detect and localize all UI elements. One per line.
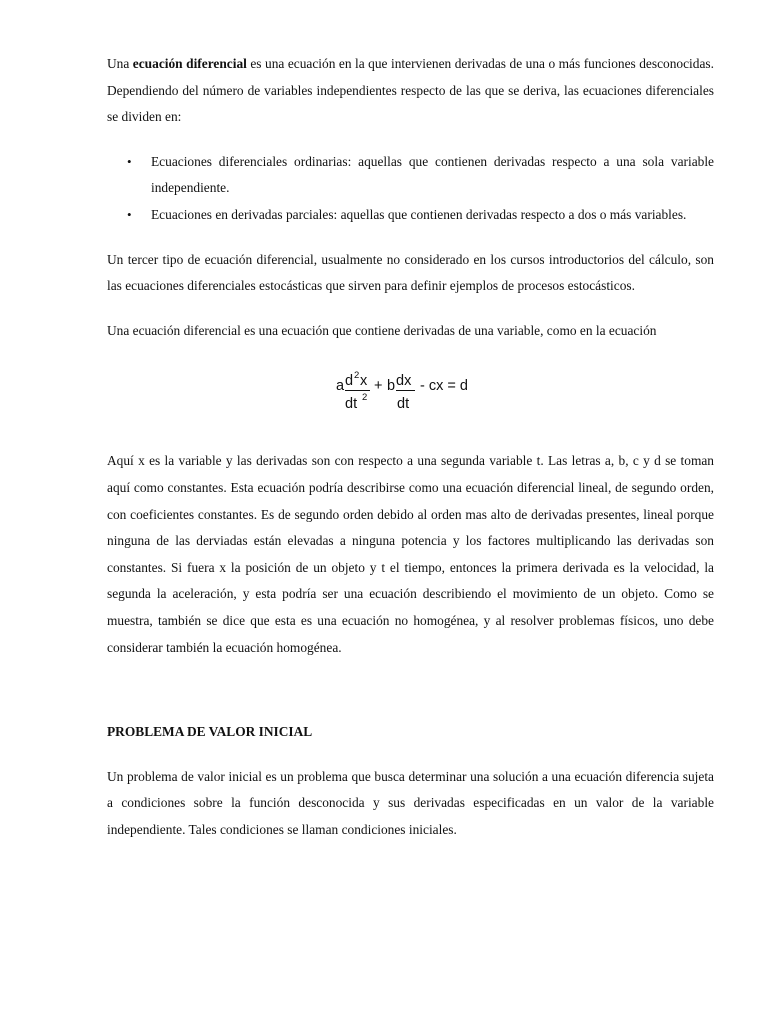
intro-text-after: es una ecuación en la que intervienen derivadas de una o más funciones desconocidas. Dependiendo del número de variables independientes respecto de las que se deriva, las ecuaciones diferenciales se dividen en: [107,56,714,125]
eq-coef-a: a [336,378,345,395]
eq-tail: - cx = d [420,378,468,395]
eq-coef-b: b [387,378,396,395]
example-paragraph: Una ecuación diferencial es una ecuación que contiene derivadas de una variable, como en la ecuación [107,322,657,338]
intro-text-before: Una [107,56,133,71]
eq-num1-sup: 2 [354,370,360,382]
ivp-paragraph: Un problema de valor inicial es un problema que busca determinar una solución a una ecuación diferencia sujeta a condiciones sobre la función desconocida y sus derivadas especificadas en un valor de la variable independiente. Tales condiciones se llaman condiciones iniciales. [107,768,714,837]
intro-term-bold: ecuación diferencial [132,56,247,71]
stochastic-paragraph: Un tercer tipo de ecuación diferencial, usualmente no considerado en los cursos introductorios del cálculo, son las ecuaciones diferenciales estocásticas que sirven para definir ejemplos de procesos estocásticos. [107,251,714,294]
explanation-paragraph: Aquí x es la variable y las derivadas son con respecto a una segunda variable t. Las letras a, b, c y d se toman aquí como constantes. Esta ecuación podría describirse como una ecuación diferencial lineal, de segundo orden, con coeficientes constantes. Es de segundo orden debido al orden mas alto de derivadas presentes, lineal porque ninguna de las derviadas están elevadas a ninguna potencia y los factores multiplicando las derivadas son constantes. Si fuera x la posición de un objeto y t el tiempo, entonces la primera derivada es la velocidad, la segunda la aceleración, y esta podría ser una ecuación describiendo el movimiento de un objeto. Como se muestra, también se dice que esta es una ecuación no homogénea, y al resolver problemas físicos, uno debe considerar también la ecuación homogénea. [107,453,714,655]
eq-num1-d: d [345,373,354,390]
eq-den1-sup: 2 [362,392,368,404]
differential-equation [107,368,714,414]
list-item-partial: • Ecuaciones en derivadas parciales: aquellas que contienen derivadas respecto a dos o más variables. [151,202,714,229]
eq-num2: dx [396,373,412,390]
eq-plus: + [374,378,383,395]
intro-paragraph [107,51,714,131]
eq-den2: dt [397,396,410,413]
list-item-ordinary: • Ecuaciones diferenciales ordinarias: aquellas que contienen derivadas respecto a una sola variable independiente. [151,149,714,202]
equation-types-list [107,149,714,229]
eq-num1-x: x [360,373,368,390]
document-page [107,51,714,861]
eq-den1: dt [345,396,358,413]
equation-graphic [333,368,493,414]
section-heading-ivp: PROBLEMA DE VALOR INICIAL [107,724,313,740]
